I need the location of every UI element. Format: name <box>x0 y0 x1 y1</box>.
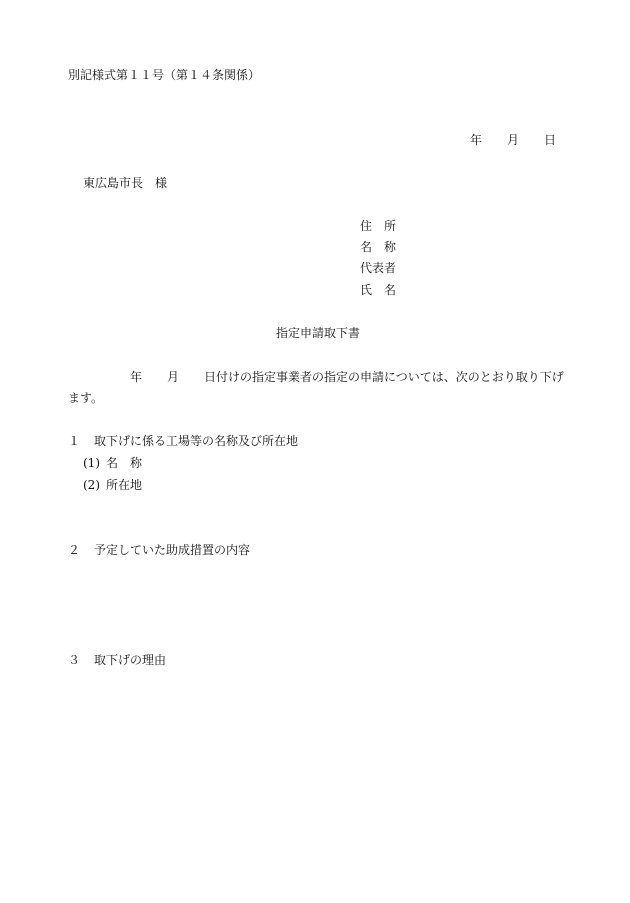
section-heading: 取下げに係る工場等の名称及び所在地 <box>94 434 299 448</box>
section-number: ３ <box>68 653 81 667</box>
applicant-address-label: 住 所 <box>360 219 397 233</box>
form-number: 別記様式第１１号（第１４条関係） <box>68 68 261 82</box>
body-line1-text: 日付けの指定事業者の指定の申請については、次のとおり取り下げ <box>204 370 564 384</box>
body-month-label: 月 <box>167 370 180 384</box>
body-year-label: 年 <box>130 370 143 384</box>
addressee: 東広島市長 様 <box>83 176 168 190</box>
applicant-name-label: 名 称 <box>360 240 397 254</box>
section-number: ２ <box>68 543 81 557</box>
body-line2-text: ます。 <box>68 391 104 405</box>
date-month-label: 月 <box>507 133 520 147</box>
item-label: 名 称 <box>106 456 143 470</box>
date-day-label: 日 <box>544 133 557 147</box>
date-year-label: 年 <box>470 133 483 147</box>
applicant-person-name-label: 氏 名 <box>360 283 397 297</box>
section-heading: 取下げの理由 <box>94 653 167 667</box>
section-heading: 予定していた助成措置の内容 <box>94 543 251 557</box>
section-number: １ <box>68 434 81 448</box>
item-number: (2) <box>83 478 100 492</box>
applicant-representative-label: 代表者 <box>360 261 397 275</box>
item-label: 所在地 <box>106 478 143 492</box>
item-number: (1) <box>83 456 100 470</box>
document-title: 指定申請取下書 <box>276 326 361 340</box>
